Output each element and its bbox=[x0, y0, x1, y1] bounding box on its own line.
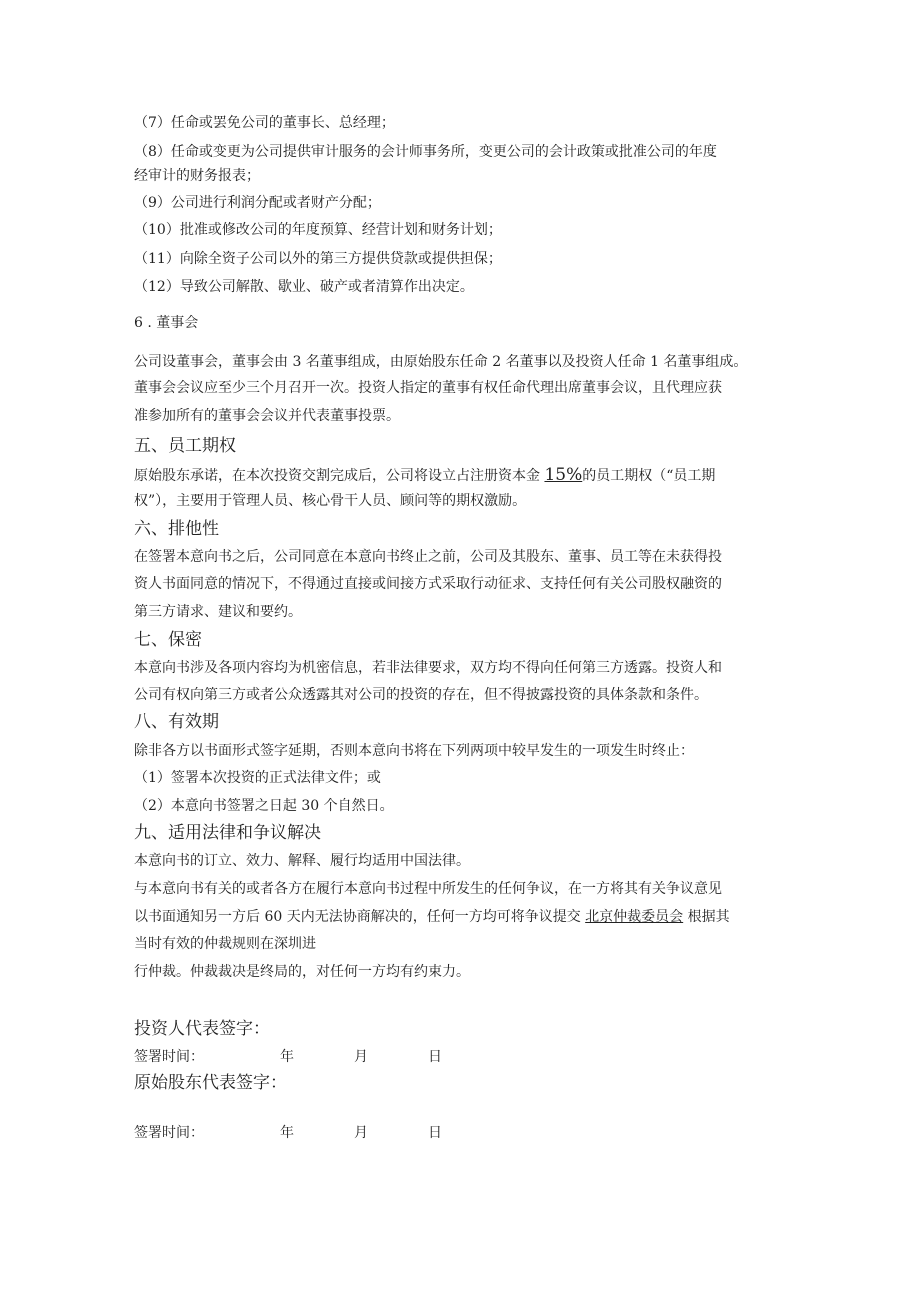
law-text-pre: 以书面通知另一方后 60 天内无法协商解决的，任何一方均可将争议提交 bbox=[134, 909, 586, 925]
section-heading-validity: 八、有效期 bbox=[134, 712, 219, 732]
paragraph-line: 行仲裁。仲裁裁决是终局的，对任何一方均有约束力。 bbox=[134, 964, 470, 980]
paragraph-line: 在签署本意向书之后，公司同意在本意向书终止之前，公司及其股东、董事、员工等在未获得投 bbox=[134, 549, 722, 565]
list-item: （2）本意向书签署之日起 30 个自然日。 bbox=[134, 798, 394, 814]
paragraph-line: 与本意向书有关的或者各方在履行本意向书过程中所发生的任何争议，在一方将其有关争议意见 bbox=[134, 881, 722, 897]
law-text-post: 根据其 bbox=[683, 909, 730, 925]
date-label: 签署时间： bbox=[134, 1049, 204, 1065]
paragraph-line: 本意向书的订立、效力、解释、履行均适用中国法律。 bbox=[134, 853, 470, 869]
date-month: 月 bbox=[354, 1125, 368, 1141]
paragraph-line: 董事会会议应至少三个月召开一次。投资人指定的董事有权任命代理出席董事会议，且代理应获 bbox=[134, 380, 722, 396]
list-item: （1）签署本次投资的正式法律文件；或 bbox=[134, 770, 381, 786]
list-item: （9）公司进行利润分配或者财产分配； bbox=[134, 195, 381, 211]
date-day: 日 bbox=[428, 1125, 442, 1141]
investor-signature-date bbox=[134, 1047, 442, 1067]
date-label: 签署时间： bbox=[134, 1125, 204, 1141]
paragraph-line: 公司设董事会，董事会由 3 名董事组成，由原始股东任命 2 名董事以及投资人任命 1 名董事组成。 bbox=[134, 354, 748, 370]
section-heading-board: 6 . 董事会 bbox=[134, 315, 199, 331]
list-item: （10）批准或修改公司的年度预算、经营计划和财务计划； bbox=[134, 222, 502, 238]
paragraph-line: 当时有效的仲裁规则在深圳进 bbox=[134, 936, 316, 952]
esop-percentage: 15% bbox=[544, 465, 583, 485]
esop-text-post: 的员工期权（“员工期 bbox=[582, 468, 716, 484]
list-item: （8）任命或变更为公司提供审计服务的会计师事务所，变更公司的会计政策或批准公司的年度 bbox=[134, 144, 717, 160]
paragraph-line: 本意向书涉及各项内容均为机密信息，若非法律要求，双方均不得向任何第三方透露。投资人和 bbox=[134, 660, 722, 676]
paragraph-line: 权”），主要用于管理人员、核心骨干人员、顾问等的期权激励。 bbox=[134, 493, 527, 509]
date-year: 年 bbox=[280, 1049, 294, 1065]
founder-signature-label: 原始股东代表签字： bbox=[134, 1073, 287, 1093]
paragraph-line bbox=[134, 907, 730, 927]
date-year: 年 bbox=[280, 1125, 294, 1141]
founder-signature-date bbox=[134, 1123, 442, 1143]
paragraph-line bbox=[134, 465, 715, 486]
list-item: （7）任命或罢免公司的董事长、总经理； bbox=[134, 115, 395, 131]
paragraph-line: 除非各方以书面形式签字延期，否则本意向书将在下列两项中较早发生的一项发生时终止： bbox=[134, 743, 694, 759]
paragraph-line: 第三方请求、建议和要约。 bbox=[134, 604, 302, 620]
section-heading-esop: 五、员工期权 bbox=[134, 436, 236, 456]
arbitration-commission-link: 北京仲裁委员会 bbox=[585, 909, 684, 925]
list-item: （11）向除全资子公司以外的第三方提供贷款或提供担保； bbox=[134, 251, 502, 267]
date-day: 日 bbox=[428, 1049, 442, 1065]
paragraph-line: 公司有权向第三方或者公众透露其对公司的投资的存在，但不得披露投资的具体条款和条件。 bbox=[134, 687, 708, 703]
section-heading-governing-law: 九、适用法律和争议解决 bbox=[134, 823, 321, 843]
paragraph-line: 资人书面同意的情况下，不得通过直接或间接方式采取行动征求、支持任何有关公司股权融资的 bbox=[134, 576, 722, 592]
list-item: （12）导致公司解散、歇业、破产或者清算作出决定。 bbox=[134, 279, 474, 295]
paragraph-line: 准参加所有的董事会会议并代表董事投票。 bbox=[134, 408, 400, 424]
section-heading-confidentiality: 七、保密 bbox=[134, 630, 202, 650]
date-month: 月 bbox=[354, 1049, 368, 1065]
esop-text-pre: 原始股东承诺，在本次投资交割完成后，公司将设立占注册资本金 bbox=[134, 468, 545, 484]
list-item-continuation: 经审计的财务报表； bbox=[134, 168, 260, 184]
investor-signature-label: 投资人代表签字： bbox=[134, 1019, 270, 1039]
section-heading-exclusivity: 六、排他性 bbox=[134, 519, 219, 539]
